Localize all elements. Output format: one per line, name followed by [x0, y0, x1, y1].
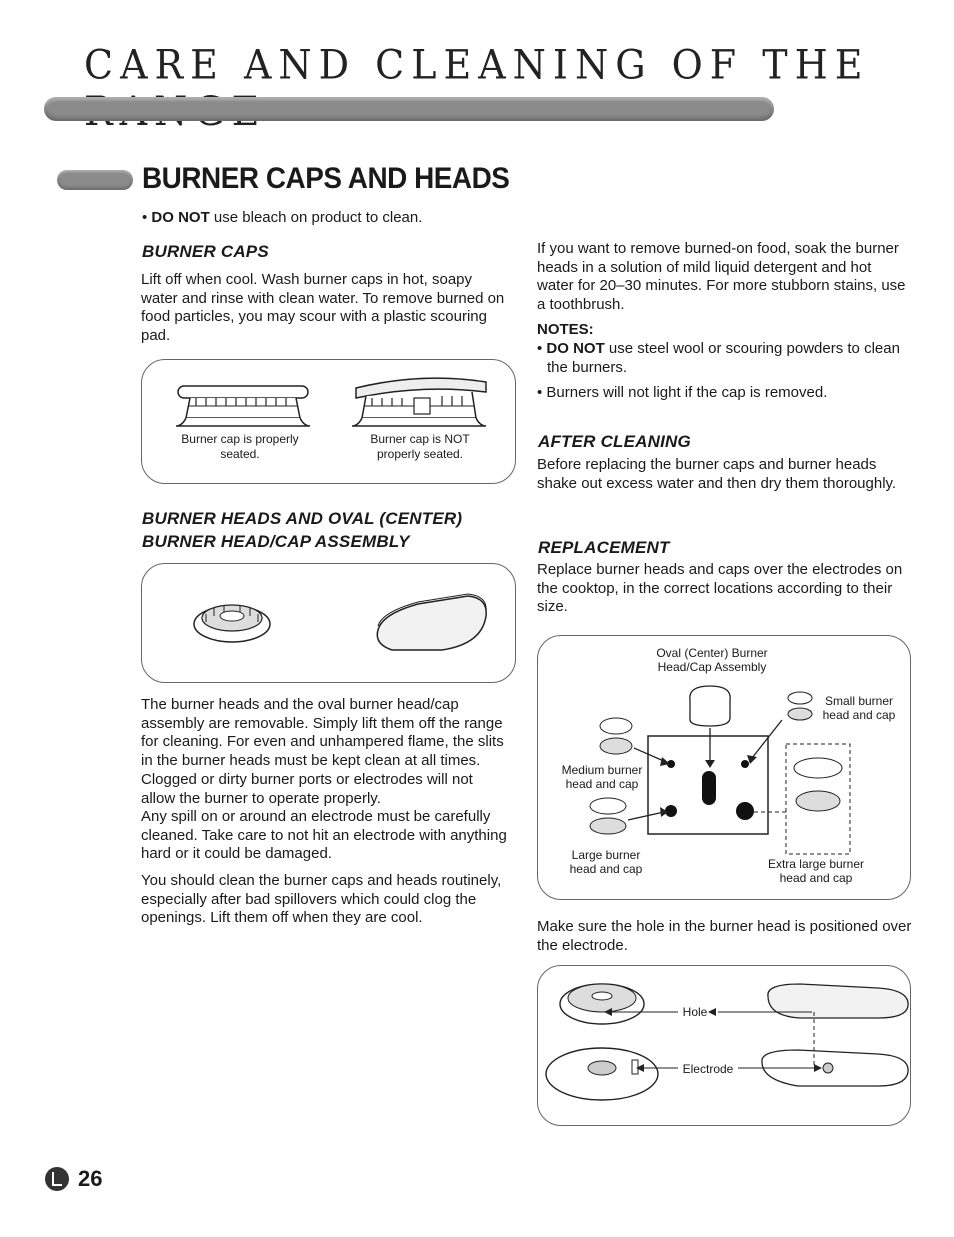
- lg-logo-icon: [45, 1167, 69, 1191]
- intro-text: use bleach on product to clean.: [209, 209, 423, 226]
- round-burner-head-icon: [194, 605, 270, 642]
- header-bar: [44, 97, 774, 121]
- note-2: • Burners will not light if the cap is removed.: [537, 384, 828, 401]
- label-medium-burner: Medium burner head and cap: [561, 763, 643, 791]
- burner-cap-figure: [141, 359, 516, 484]
- hole-instruction-text: Make sure the hole in the burner head is positioned over the electrode.: [537, 918, 912, 954]
- seated-cap-icon: [176, 386, 310, 426]
- burner-heads-para1: The burner heads and the oval burner head/cap assembly are removable. Simply lift them off the range for cleaning. For even and unhampered flame, the slits in the burner heads must be kept clean at all times. Clogged or dirty burner ports or electrodes will not allow the burner to operate properly.: [141, 696, 504, 807]
- after-cleaning-text: Before replacing the burner caps and burner heads shake out excess water and then dry them thoroughly.: [537, 456, 897, 492]
- small-burner-icon: [788, 692, 812, 720]
- notes-heading: NOTES:: [537, 321, 594, 338]
- section-title: BURNER CAPS AND HEADS: [142, 162, 510, 195]
- bullet: •: [142, 209, 152, 226]
- cooktop-icon: [648, 736, 768, 834]
- section-pill: [57, 170, 133, 190]
- hole-electrode-figure: [537, 965, 911, 1126]
- intro-bullet: [142, 209, 522, 228]
- do-not-emphasis: DO NOT: [151, 209, 210, 226]
- burner-heads-para3: You should clean the burner caps and heads routinely, especially after bad spillovers which could clog the openings. Lift them off when they are cool.: [141, 872, 502, 927]
- do-not-emphasis: DO NOT: [546, 340, 605, 357]
- soak-text: If you want to remove burned-on food, soak the burner heads in a solution of mild liquid detergent and hot water for 20–30 minutes. For more stubborn stains, use a toothbrush.: [537, 240, 906, 314]
- label-hole: Hole: [682, 1005, 708, 1019]
- burner-base-icon: [546, 1048, 658, 1100]
- label-electrode: Electrode: [682, 1062, 734, 1076]
- burner-heads-heading-line2: BURNER HEAD/CAP ASSEMBLY: [142, 532, 410, 551]
- burner-head-with-hole-icon: [560, 984, 644, 1024]
- page-header-title: CARE AND CLEANING OF THE: [84, 41, 870, 88]
- page-number: 26: [78, 1166, 103, 1191]
- replacement-heading: REPLACEMENT: [538, 538, 670, 557]
- label-small-burner: Small burner head and cap: [822, 694, 896, 722]
- oval-cap-top-icon: [768, 984, 908, 1018]
- replacement-text: Replace burner heads and caps over the electrodes on the cooktop, in the correct locations according to their size.: [537, 561, 903, 616]
- note-1: [537, 340, 917, 377]
- burner-caps-text: Lift off when cool. Wash burner caps in hot, soapy water and rinse with clean water. To remove burned on food particles, you may scour with a plastic scouring pad.: [141, 271, 505, 345]
- unseated-cap-icon: [352, 378, 486, 426]
- after-cleaning-heading: AFTER CLEANING: [538, 432, 691, 451]
- oval-burner-cap-icon: [377, 594, 486, 650]
- burner-cap-illustration: [142, 360, 514, 482]
- burner-caps-heading: BURNER CAPS: [142, 242, 269, 261]
- caption-seated: Burner cap is properly seated.: [181, 432, 299, 461]
- burner-heads-illustration: [142, 564, 514, 681]
- label-extra-large-burner: Extra large burner head and cap: [767, 857, 865, 885]
- large-burner-icon: [590, 798, 626, 834]
- medium-burner-icon: [600, 718, 632, 754]
- caption-not-seated: Burner cap is NOT properly seated.: [370, 432, 470, 461]
- burner-heads-heading-line1: BURNER HEADS AND OVAL (CENTER): [142, 509, 463, 528]
- extra-large-burner-icon: [786, 744, 850, 854]
- burner-heads-figure: [141, 563, 516, 683]
- oval-cap-icon: [690, 686, 730, 726]
- label-oval-center: Oval (Center) Burner Head/Cap Assembly: [656, 646, 768, 674]
- burner-heads-heading: [142, 507, 462, 553]
- note-1-text: use steel wool or scouring powders to clean the burners.: [547, 340, 900, 376]
- replacement-figure: [537, 635, 911, 900]
- label-large-burner: Large burner head and cap: [569, 848, 643, 876]
- hole-electrode-illustration: [538, 966, 909, 1124]
- burner-heads-para2: Any spill on or around an electrode must be carefully cleaned. Take care to not hit an electrode with anything hard or it could be damaged.: [141, 808, 507, 863]
- bullet: •: [537, 340, 547, 357]
